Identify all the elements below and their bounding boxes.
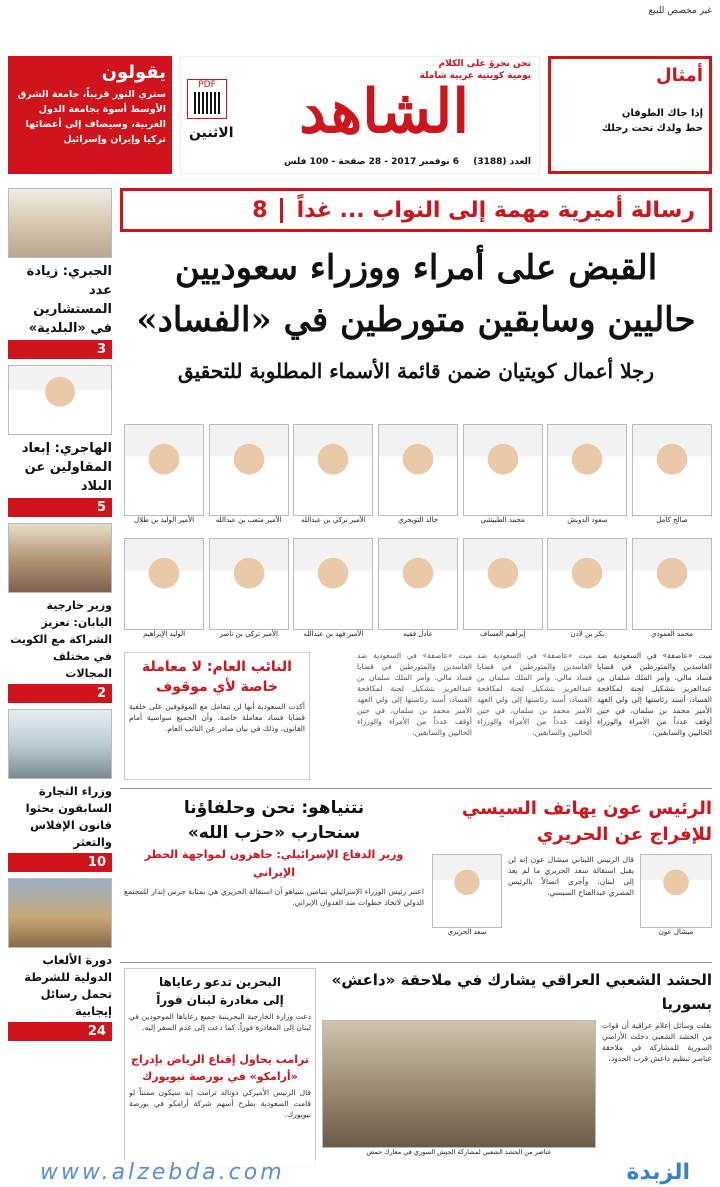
- suspect-card: [547, 538, 627, 646]
- portrait-photo: [632, 538, 712, 630]
- suspect-name: الأمير الوليد بن طلال: [134, 516, 195, 524]
- hariri-photo-card: [432, 854, 502, 940]
- footer-watermark: [0, 1160, 720, 1187]
- netanyahu-text: اعتبر رئيس الوزراء الإسرائيلي بنيامين نتنياهو أن استقالة الحريري هي بمثابة جرس إنذار للمجتمع الدولي لاتخاذ خطوات ضد العدوان الإيراني.: [124, 887, 424, 907]
- hariri-caption: سعد الحريري: [447, 928, 487, 936]
- suspect-card: [632, 538, 712, 646]
- sidebar-item-title[interactable]: الجبري: زيادة عدد المستشارين في «البلدية»: [26, 264, 112, 336]
- main-story-text: ميت «عاصفة» في السعودية ضد الفاسدين والمتورطين في قضايا فساد مالي. وأمر الملك سلمان بن عبدالعزيز بتشكيل لجنة لمكافحة الفساد، أسند رئاستها إلى ولي العهد الأمير محمد بن سلمان، في حين أوقف عدداً من الأمراء والوزراء الحاليين والسابقين.: [597, 651, 712, 737]
- emir-banner-page: 8: [252, 198, 282, 223]
- sidebar: [8, 188, 112, 1158]
- suspects-row-1: [124, 424, 712, 534]
- headline-line-1: القبض على أمراء ووزراء سعوديين: [174, 248, 658, 288]
- sidebar-item-title[interactable]: الهاجري: إبعاد المقاولين عن البلاد: [21, 441, 112, 494]
- pdf-label: PDF: [198, 80, 216, 90]
- trump-text: قال الرئيس الأميركي دونالد ترامب إنه سيكون ممتناً لو قامت السعودية بطرح أسهم شركة أرامكو في بورصة نيويورك.: [129, 1088, 311, 1119]
- portrait-photo: [293, 538, 373, 630]
- quotes-box-title: يقولون: [101, 62, 166, 83]
- suspect-card: [547, 424, 627, 534]
- footer-brand-logo: الزبدة: [626, 1160, 690, 1185]
- sidebar-photo: [8, 188, 112, 258]
- pdf-qr-icon[interactable]: [187, 79, 227, 119]
- suspect-card: [124, 538, 204, 646]
- sidebar-photo: [8, 365, 112, 435]
- netanyahu-title-1: نتنياهو: نحن وحلفاؤنا: [183, 798, 365, 818]
- sidebar-photo: [8, 523, 112, 593]
- proverb-line-2: حط ولدك تحت رجلك: [601, 123, 703, 134]
- headline-line-2: حاليين وسابقين متورطين في «الفساد»: [136, 300, 696, 340]
- sidebar-photo: [8, 709, 112, 779]
- suspect-card: [124, 424, 204, 534]
- main-story-text-3: ميت «عاصفة» في السعودية ضد الفاسدين والمتورطين في قضايا فساد مالي. وأمر الملك سلمان بن عبدالعزيز بتشكيل لجنة لمكافحة الفساد، أسند رئاستها إلى ولي العهد الأمير محمد بن سلمان، في حين أوقف عدداً من الأمراء والوزراء الحاليين والسابقين.: [357, 651, 472, 737]
- portrait-photo: [547, 538, 627, 630]
- portrait-photo: [463, 538, 543, 630]
- aoun-text: قال الرئيس اللبناني ميشال عون إنه لن يقبل استقالة سعد الحريري ما لم يعد إلى لبنان، وأجرى اتصالاً بالرئيس المصري عبدالفتاح السيسي.: [508, 855, 634, 897]
- suspect-card: [293, 424, 373, 534]
- suspect-name: صالح كامل: [656, 516, 688, 524]
- aoun-title-1: الرئيس عون يهاتف السيسي: [461, 798, 712, 819]
- suspect-name: محمد العمودي: [651, 630, 693, 638]
- bahrain-title-1: البحرين تدعو رعاياها: [159, 975, 281, 989]
- aoun-story: [432, 796, 712, 956]
- masthead-tagline: يومية كويتية عربية شاملة: [419, 71, 531, 81]
- suspect-name: الأمير متعب بن عبدالله: [215, 516, 282, 524]
- proverb-line-1: إذا جاك الطوفان: [621, 108, 703, 119]
- bahrain-story: [124, 968, 316, 1168]
- emir-banner-text: رسالة أميرية مهمة إلى النواب ... غداً: [296, 197, 695, 223]
- hashd-photo-card: [322, 1020, 596, 1160]
- masthead: [180, 56, 540, 174]
- sidebar-item-title[interactable]: وزراء التجارة السابقون بحثوا قانون الإفلاس والتعثر: [25, 784, 112, 849]
- quotes-box-text: ستري النور قريباً، جامعة الشرق الأوسط أسوة بجامعة الدول العربية، وسيضاف إلى أعضائها تركيا وإيران وإسرائيل: [17, 89, 166, 145]
- suspect-name: سعود الدويش: [567, 516, 608, 524]
- hashd-caption: عناصر من الحشد الشعبي لمشاركة الجيش السوري في معارك حمص: [366, 1148, 552, 1156]
- aoun-photo: [640, 854, 712, 928]
- proverbs-title: أمثال: [655, 65, 703, 86]
- suspect-card: [378, 538, 458, 646]
- aoun-photo-card: [640, 854, 712, 940]
- trump-title-2: «أرامكو» في بورصة نيويورك: [142, 1070, 298, 1083]
- masthead-slogan: نحن نجرؤ على الكلام: [438, 59, 531, 69]
- suspect-card: [463, 424, 543, 534]
- day-label: الاثنين: [189, 125, 234, 141]
- prosecutor-title: النائب العام: لا معاملة خاصة لأي موقوف: [142, 659, 292, 695]
- sidebar-item-title[interactable]: دورة الألعاب الدولية للشرطة تحمل رسائل إيجابية: [24, 953, 112, 1018]
- suspect-name: بكر بن لادن: [570, 630, 605, 638]
- portrait-photo: [463, 424, 543, 516]
- not-for-sale-note: غير مخصص للبيع: [648, 6, 712, 16]
- bahrain-title-2: إلى مغادرة لبنان فوراً: [156, 993, 284, 1007]
- netanyahu-title-2: سنحارب «حزب الله»: [187, 823, 361, 843]
- hashd-title: الحشد الشعبي العراقي يشارك في ملاحقة «داعش» بسوريا: [331, 971, 712, 1013]
- suspect-name: خالد التويجري: [397, 516, 439, 524]
- portrait-photo: [547, 424, 627, 516]
- footer-url[interactable]: www.alzebda.com: [40, 1160, 285, 1185]
- proverbs-box: [548, 56, 712, 174]
- portrait-photo: [124, 424, 204, 516]
- portrait-photo: [632, 424, 712, 516]
- suspect-card: [463, 538, 543, 646]
- main-story-text-2: ميت «عاصفة» في السعودية ضد الفاسدين والمتورطين في قضايا فساد مالي. وأمر الملك سلمان بن عبدالعزيز بتشكيل لجنة لمكافحة الفساد، أسند رئاستها إلى ولي العهد الأمير محمد بن سلمان، في حين أوقف عدداً من الأمراء والوزراء الحاليين والسابقين.: [477, 651, 592, 737]
- qr-code-icon: [194, 92, 220, 114]
- aoun-title-2: للإفراج عن الحريري: [536, 824, 712, 845]
- portrait-photo: [378, 424, 458, 516]
- sidebar-photo: [8, 878, 112, 948]
- hariri-photo: [432, 854, 502, 928]
- sidebar-item-title[interactable]: وزير خارجية اليابان: تعزيز الشراكة مع الكويت في مختلف المجالات: [10, 599, 112, 680]
- portrait-photo: [378, 538, 458, 630]
- suspect-card: [209, 424, 289, 534]
- trump-title-1: ترامب يحاول إقناع الرياض بإدراج: [131, 1053, 309, 1066]
- suspect-name: إبراهيم العساف: [479, 630, 526, 638]
- netanyahu-sub: وزير الدفاع الإسرائيلي: جاهزون لمواجهة الخطر الإيراني: [144, 848, 404, 879]
- aoun-caption: ميشال عون: [658, 928, 694, 936]
- suspects-row-2: [124, 538, 712, 646]
- sidebar-page-badge: 3: [8, 340, 112, 359]
- newspaper-logo: الشاهد: [299, 77, 469, 147]
- suspect-name: الوليد الإبراهيم: [143, 630, 186, 638]
- sidebar-page-badge: 10: [8, 853, 112, 872]
- suspect-card: [632, 424, 712, 534]
- quotes-box: [8, 56, 172, 174]
- suspect-name: محمد الطبيشي: [480, 516, 525, 524]
- prosecutor-story: [124, 652, 310, 780]
- suspect-card: [293, 538, 373, 646]
- suspect-name: الأمير فهد بن عبدالله: [303, 630, 364, 638]
- hashd-story: [322, 968, 712, 1156]
- suspect-card: [209, 538, 289, 646]
- headline-sub: رجلا أعمال كويتيان ضمن قائمة الأسماء المطلوبة للتحقيق: [177, 359, 655, 383]
- main-headline: [120, 242, 712, 386]
- sidebar-page-badge: 24: [8, 1022, 112, 1041]
- portrait-photo: [209, 424, 289, 516]
- issue-number: العدد (3188): [473, 157, 531, 167]
- suspect-name: الأمير تركي بن ناصر: [219, 630, 278, 638]
- suspect-name: عادل فقيه: [403, 630, 433, 638]
- portrait-photo: [293, 424, 373, 516]
- portrait-photo: [209, 538, 289, 630]
- sidebar-page-badge: 5: [8, 498, 112, 517]
- issue-date: 6 نوفمبر 2017 - 28 صفحة - 100 فلس: [284, 157, 459, 167]
- suspect-name: الأمير تركي بن عبدالله: [301, 516, 366, 524]
- suspect-card: [378, 424, 458, 534]
- bahrain-text: دعت وزارة الخارجية البحرينية جميع رعاياها الموجودين في لبنان إلى المغادرة فوراً، كما دعت إلى عدم السفر إليه.: [129, 1012, 311, 1032]
- prosecutor-text: أكدت السعودية أنها لن تتعامل مع الموقوفين على خلفية قضايا فساد معاملة خاصة، وأن الجميع سواسية أمام القانون، وذلك في بيان صادر عن النائب العام.: [129, 702, 305, 733]
- portrait-photo: [124, 538, 204, 630]
- hashd-photo: [322, 1020, 596, 1148]
- netanyahu-story: [124, 796, 424, 956]
- sidebar-page-badge: 2: [8, 684, 112, 703]
- emir-banner[interactable]: [120, 188, 712, 232]
- hashd-text: نقلت وسائل إعلام عراقية أن قوات من الحشد الشعبي دخلت الأراضي السورية للمشاركة في ملاحقة عناصر تنظيم داعش قرب الحدود.: [602, 1021, 712, 1063]
